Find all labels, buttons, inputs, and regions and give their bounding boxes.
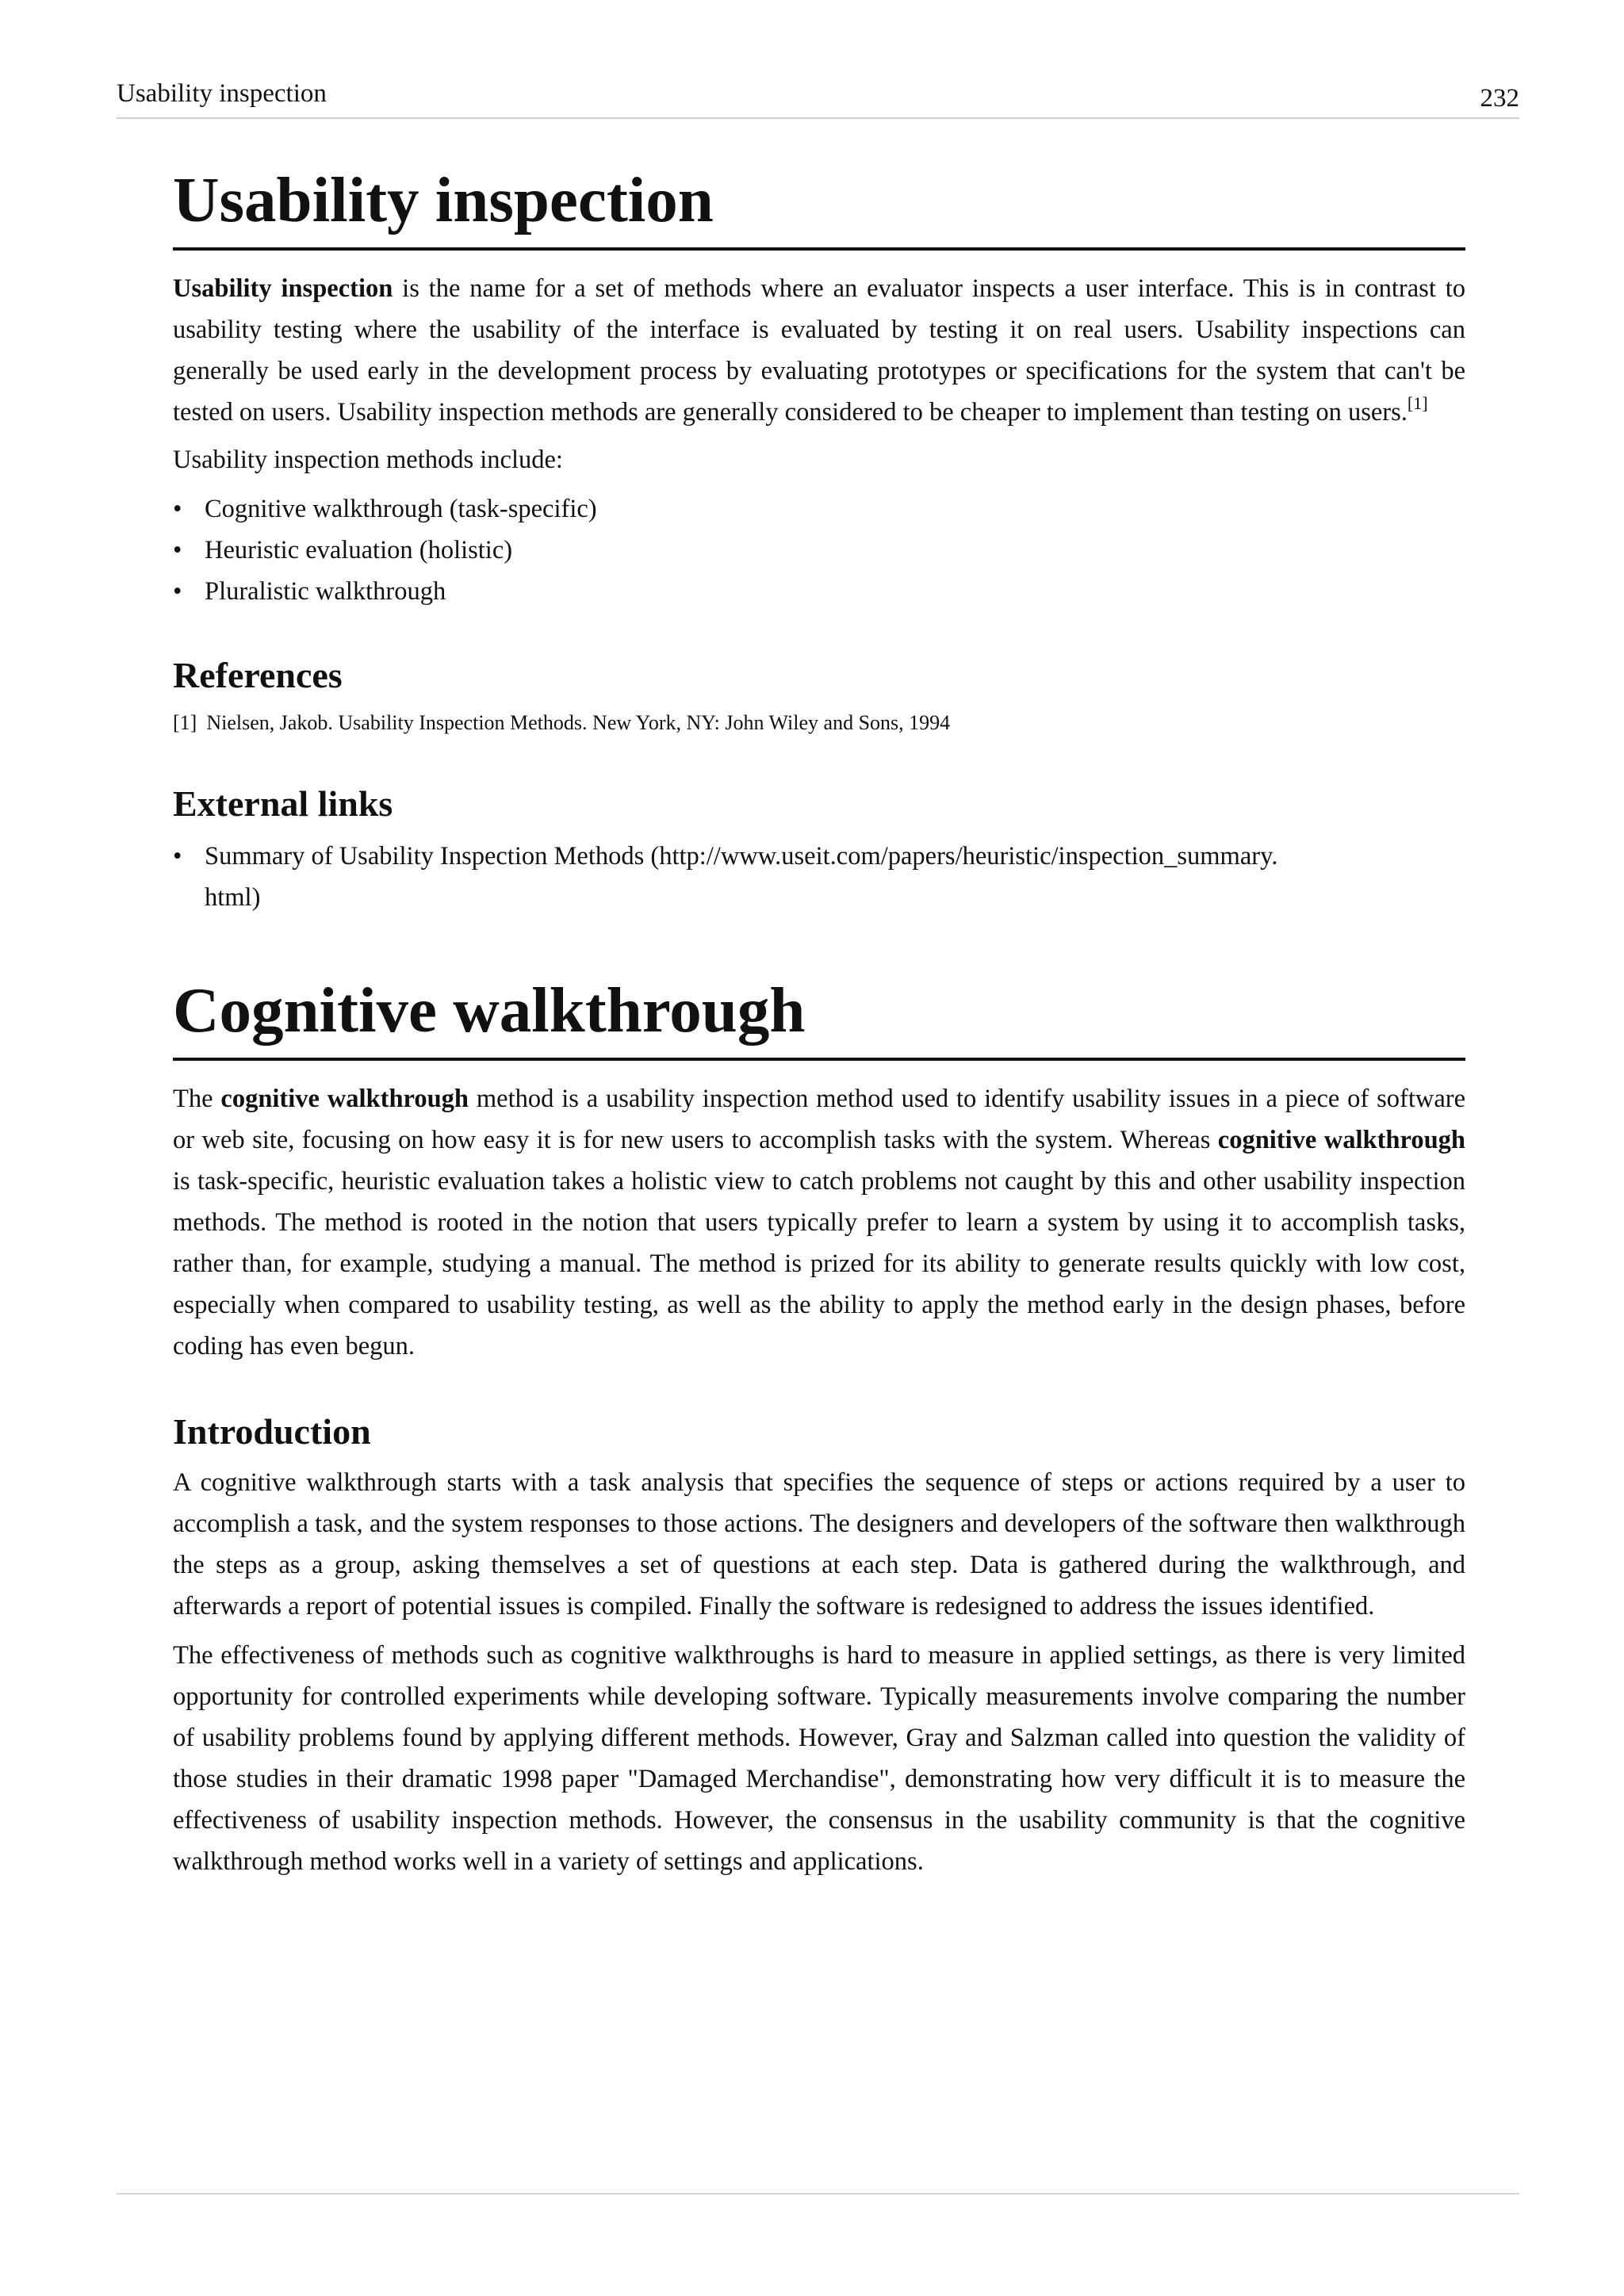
cognitive-walkthrough-intro — [173, 1078, 1465, 1367]
method-link[interactable]: Cognitive walkthrough (task-specific) — [205, 495, 597, 523]
reference-number: [1] — [173, 711, 197, 734]
bold-term: Usability inspection — [173, 274, 393, 303]
bold-term: cognitive walkthrough — [220, 1085, 469, 1113]
reference-text: Nielsen, Jakob. Usability Inspection Methods. New York, NY: John Wiley and Sons, 1994 — [206, 711, 951, 734]
bold-term: cognitive walkthrough — [1217, 1126, 1465, 1154]
usability-inspection-intro — [173, 268, 1465, 433]
intro-text: The — [173, 1085, 221, 1113]
external-link[interactable] — [205, 842, 1277, 912]
page-number: 232 — [1480, 84, 1519, 113]
list-item — [173, 488, 1465, 530]
running-header — [117, 76, 1519, 119]
methods-list — [173, 488, 1465, 612]
bullet-icon: • — [173, 842, 182, 871]
intro-text: method is a usability inspection method used to identify usability issues in a piece of software or web site, focusing on how easy it is for new users to accomplish tasks with the system. Whereas — [173, 1085, 1465, 1154]
article-title-usability-inspection: Usability inspection — [173, 159, 1465, 251]
external-links-list — [173, 836, 1465, 918]
introduction-heading: Introduction — [173, 1411, 371, 1452]
external-link-line[interactable]: html) — [205, 883, 261, 912]
bullet-icon: • — [173, 536, 182, 564]
bullet-icon: • — [173, 577, 182, 606]
running-title: Usability inspection — [117, 79, 327, 108]
page-content — [173, 159, 1465, 1882]
body-paragraph: A cognitive walkthrough starts with a task analysis that specifies the sequence of steps or actions required by a user to accomplish a task, and the system responses to those actions. The designers and developers of the software then walkthrough the steps as a group, asking themselves a set of questions at each step. Data is gathered during the walkthrough, and afterwards a report of potential issues is compiled. Finally the software is redesigned to address the issues identified. — [173, 1468, 1465, 1621]
external-links-heading: External links — [173, 783, 393, 824]
methods-lead: Usability inspection methods include: — [173, 446, 563, 474]
intro-text: is task-specific, heuristic evaluation takes a holistic view to catch problems not caught by this and other usability inspection methods. The method is rooted in the notion that users typically prefer to learn a system by using it to accomplish tasks, rather than, for example, studying a manual. The method is prized for its ability to generate results quickly with low cost, especially when compared to usability testing, as well as the ability to apply the method early in the design phases, before coding has even begun. — [173, 1167, 1465, 1360]
citation-link[interactable]: [1] — [1407, 393, 1428, 413]
method-link[interactable]: Heuristic evaluation (holistic) — [205, 536, 513, 564]
external-link-line[interactable]: Summary of Usability Inspection Methods (http://www.useit.com/papers/heuristic/inspection_summary. — [205, 842, 1278, 871]
body-paragraph: The effectiveness of methods such as cognitive walkthroughs is hard to measure in applied settings, as there is very limited opportunity for controlled experiments while developing software. Typically measurements involve comparing the number of usability problems found by applying different methods. However, Gray and Salzman called into question the validity of those studies in their dramatic 1998 paper "Damaged Merchandise", demonstrating how very difficult it is to measure the effectiveness of usability inspection methods. However, the consensus in the usability community is that the cognitive walkthrough method works well in a variety of settings and applications. — [173, 1641, 1465, 1876]
method-link[interactable]: Pluralistic walkthrough — [205, 577, 446, 606]
article-title-cognitive-walkthrough: Cognitive walkthrough — [173, 969, 1465, 1061]
list-item — [173, 530, 1465, 571]
bullet-icon: • — [173, 495, 182, 523]
list-item — [173, 836, 1465, 918]
list-item — [173, 571, 1465, 612]
intro-text: is the name for a set of methods where an evaluator inspects a user interface. This is in contrast to usability testing where the usability of the interface is evaluated by testing it on real users. Usability inspections can generally be used early in the development process by evaluating prototypes or specifications for the system that can't be tested on users. Usability inspection methods are generally considered to be cheaper to implement than testing on users. — [173, 274, 1465, 427]
reference-item — [173, 707, 1465, 739]
references-heading: References — [173, 655, 343, 695]
footer-divider — [117, 2193, 1519, 2195]
